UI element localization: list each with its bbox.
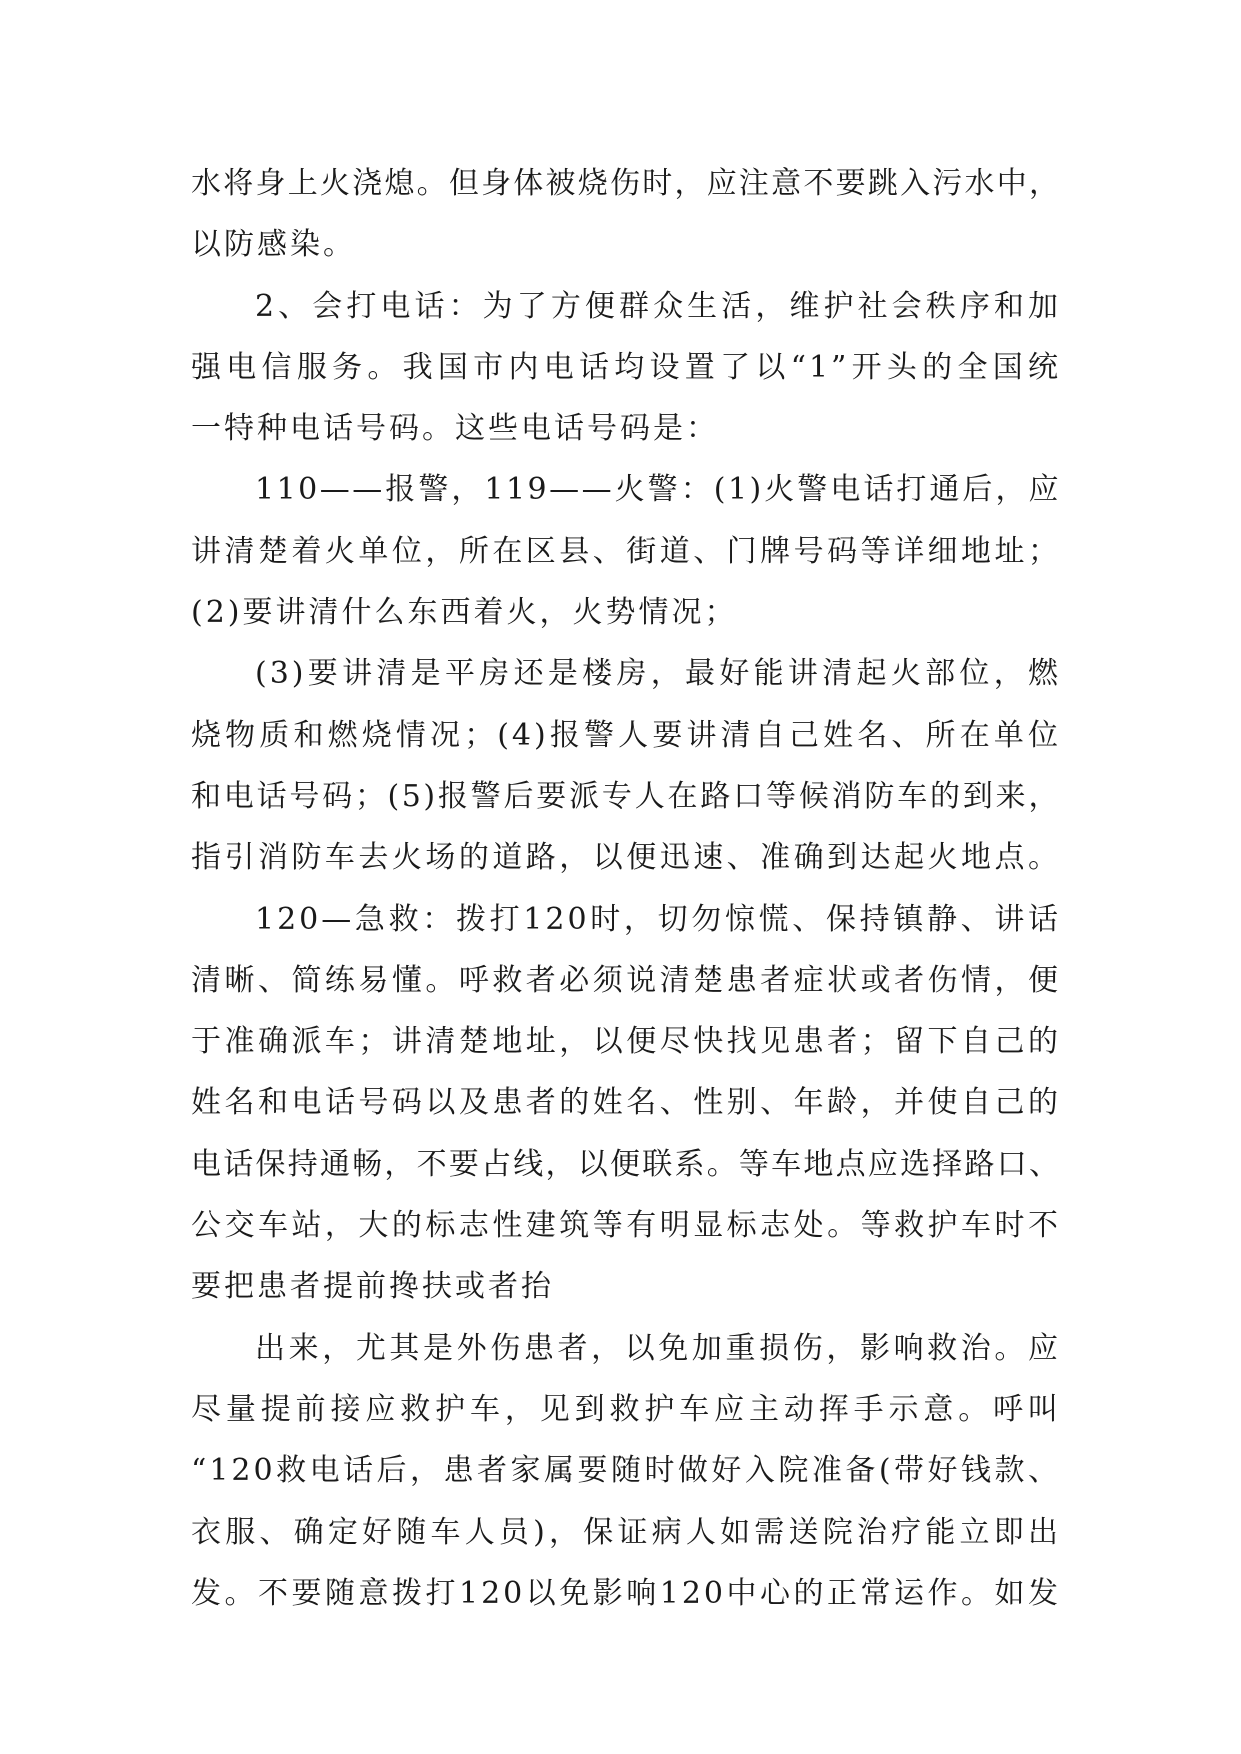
text-line: 发。不要随意拨打120以免影响120中心的正常运作。如发 [191, 1575, 1061, 1611]
text-line: 2、会打电话：为了方便群众生活，维护社会秩序和加 [255, 288, 1061, 324]
text-line: (2)要讲清什么东西着火，火势情况； [191, 595, 738, 631]
text-line: 110——报警，119——火警：(1)火警电话打通后，应 [255, 472, 1061, 508]
text-line: 水将身上火浇熄。但身体被烧伤时，应注意不要跳入污水中， [191, 166, 1061, 201]
text-line: 以防感染。 [191, 227, 356, 263]
text-line: 讲清楚着火单位，所在区县、街道、门牌号码等详细地址； [191, 533, 1061, 569]
text-line: 电话保持通畅，不要占线，以便联系。等车地点应选择路口、 [191, 1146, 1061, 1182]
text-line: 120—急救：拨打120时，切勿惊慌、保持镇静、讲话 [255, 901, 1061, 937]
text-line: 于准确派车；讲清楚地址，以便尽快找见患者；留下自己的 [191, 1024, 1061, 1060]
text-line: (3)要讲清是平房还是楼房，最好能讲清起火部位，燃 [255, 656, 1061, 692]
text-line: 和电话号码；(5)报警后要派专人在路口等候消防车的到来， [191, 778, 1061, 814]
document-body [191, 153, 1061, 1624]
text-line: 衣服、确定好随车人员)，保证病人如需送院治疗能立即出 [191, 1514, 1061, 1550]
text-line: 公交车站，大的标志性建筑等有明显标志处。等救护车时不 [191, 1208, 1061, 1244]
text-line: 姓名和电话号码以及患者的姓名、性别、年龄，并使自己的 [191, 1085, 1061, 1121]
text-line: 出来，尤其是外伤患者，以免加重损伤，影响救治。应 [255, 1330, 1061, 1366]
text-line: 烧物质和燃烧情况；(4)报警人要讲清自己姓名、所在单位 [191, 717, 1061, 753]
text-line: 一特种电话号码。这些电话号码是： [191, 411, 719, 447]
text-line: 要把患者提前搀扶或者抬 [191, 1269, 554, 1305]
text-line: 强电信服务。我国市内电话均设置了以“1”开头的全国统 [191, 349, 1061, 385]
text-line: “120救电话后，患者家属要随时做好入院准备(带好钱款、 [191, 1453, 1061, 1489]
text-line: 尽量提前接应救护车，见到救护车应主动挥手示意。呼叫 [191, 1391, 1061, 1427]
text-line: 清晰、简练易懂。呼救者必须说清楚患者症状或者伤情，便 [191, 962, 1061, 998]
text-line: 指引消防车去火场的道路，以便迅速、准确到达起火地点。 [191, 840, 1061, 876]
